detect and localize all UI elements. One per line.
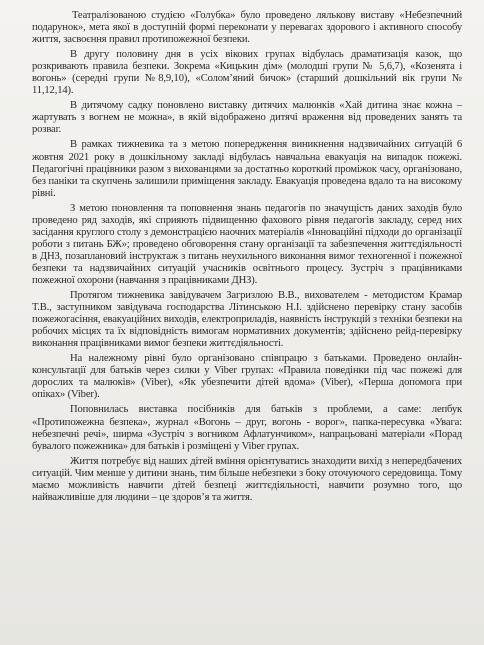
- paragraph-puppet-show: Театралізованою студією «Голубка» було проведено лялькову виставу «Небезпечний подарунок», мета якої в доступній формі переконати у перевагах здорового і активного способу життя, засвоєння правил протипожежної безпеки.: [32, 10, 462, 46]
- document-body: [32, 10, 462, 506]
- paragraph-evacuation: В рамках тижневика та з метою попередження виникнення надзвичайних ситуацій 6 жовтня 2021 року в дошкільному закладі відбулась навчальна евакуація на випадок пожежі. Педагогічні працівники разом з вихованцями за достатньо короткий проміжок часу, організовано, без паніки та скупчень залишили приміщення закладу. Евакуація проведена вдало та на високому рівні.: [32, 139, 462, 199]
- paragraph-inspection: Протягом тижневика завідувачем Загризлою В.В., вихователем - методистом Крамар Т.В., заступником завідувача господарства Літинською Н.І. здійснено перевірку стану засобів пожежогасіння, евакуаційних виходів, електроприладів, наявність інструкцій з техніки безпеки на робочих місцях та їх відповідність вимогам нормативних документів; здійснено рейд-перевірку виконання працівниками вимог безпеки життєдіяльності.: [32, 290, 462, 350]
- paragraph-parents-cooperation: На належному рівні було організовано співпрацю з батьками. Проведено онлайн-консультації для батьків через силки у Viber групах: «Правила поведінки під час пожежі для дорослих та малюків» (Viber), «Як убезпечити дітей вдома» (Viber), «Перша допомога при опіках» (Viber).: [32, 353, 462, 401]
- paragraph-conclusion: Життя потребує від наших дітей вміння орієнтуватись знаходити вихід з непередбачених ситуацій. Чим менше у дитини знань, тим більше небезпеки з боку оточуючого середовища. Тому маємо можливість навчити дітей безпеці життєдіяльності, навчити розумно того, що найважливіше для людини – це здоров’я та життя.: [32, 455, 462, 503]
- paragraph-parents-materials: Поповнилась виставка посібників для батьків з проблеми, а саме: лепбук «Протипожежна безпека», журнал «Вогонь – друг, вогонь - ворог», папка-пересувка «Увага: небезпечні речі», ширма «Зустріч з вогником Афлатунчиком», напрацьовані матеріали «Порад бувалого пожежника» для батьків і розміщені у Viber групах.: [32, 404, 462, 452]
- paragraph-drawings-exhibition: В дитячому садку поновлено виставку дитячих малюнків «Хай дитина знає кожна – жартувать з вогнем не можна», в якій відображено дитячі враження від проведених занять та розваг.: [32, 100, 462, 136]
- paragraph-teacher-training: З метою поновлення та поповнення знань педагогів по значущість даних заходів було проведено ряд заходів, які сприяють підвищенню фахового рівня педагогів закладу, серед них засідання круглого столу з демонстрацією наочних матеріалів «Інноваційні підходи до організації роботи з питань БЖ»; проведено обговорення стану організації та забезпечення життєдіяльності в ДНЗ, позаплановий інструктаж з питань неухильного виконання вимог техногенної і пожежної безпеки та надзвичайних ситуацій учасників освітнього процесу. Зустріч з працівниками пожежної охорони (навчання з працівниками ДНЗ).: [32, 202, 462, 286]
- paragraph-fairy-tales: В другу половину дня в усіх вікових групах відбулась драматизація казок, що розкривають правила безпеки. Зокрема «Кицькин дім» (молодші групи № 5,6,7), «Козенята і вогонь» (середні групи №8,9,10), «Солом’яний бичок» (старший дошкільний вік групи № 11,12,14).: [32, 49, 462, 97]
